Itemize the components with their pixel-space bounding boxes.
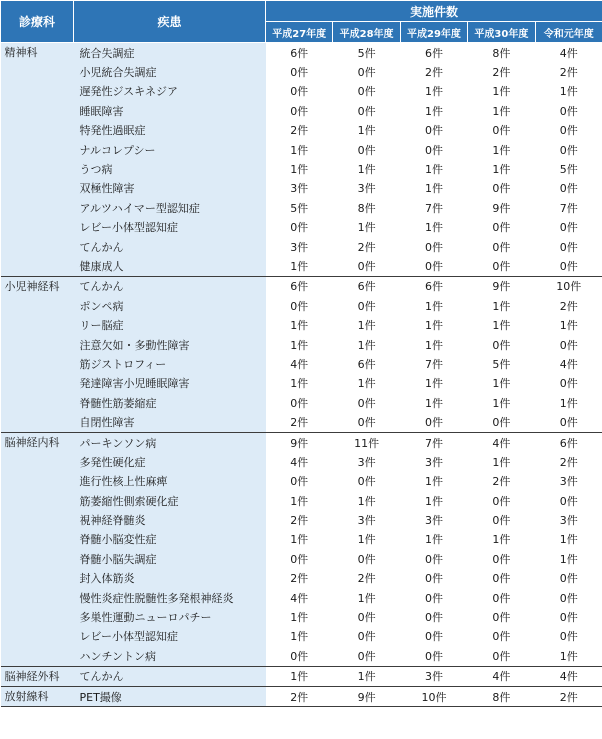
disease-cell: 筋ジストロフィー xyxy=(74,354,266,373)
count-cell: 2件 xyxy=(468,62,535,81)
count-cell: 1件 xyxy=(266,140,333,159)
count-cell: 0件 xyxy=(333,412,400,432)
count-cell: 3件 xyxy=(333,452,400,471)
count-cell: 1件 xyxy=(535,315,602,334)
count-cell: 0件 xyxy=(333,82,400,101)
count-cell: 1件 xyxy=(535,646,602,666)
count-cell: 11件 xyxy=(333,432,400,452)
disease-cell: てんかん xyxy=(74,276,266,296)
count-cell: 0件 xyxy=(400,646,467,666)
header-disease: 疾患 xyxy=(74,1,266,43)
disease-cell: 発達障害小児睡眠障害 xyxy=(74,374,266,393)
count-cell: 2件 xyxy=(333,237,400,256)
count-cell: 7件 xyxy=(400,198,467,217)
count-cell: 9件 xyxy=(468,276,535,296)
table-row xyxy=(1,179,602,198)
count-cell: 5件 xyxy=(333,43,400,63)
table-row xyxy=(1,530,602,549)
table-row xyxy=(1,686,602,706)
count-cell: 0件 xyxy=(468,491,535,510)
table-row xyxy=(1,588,602,607)
disease-cell: 統合失調症 xyxy=(74,43,266,63)
count-cell: 1件 xyxy=(468,82,535,101)
disease-cell: 睡眠障害 xyxy=(74,101,266,120)
department-cell: 精神科 xyxy=(1,43,74,277)
disease-cell: 視神経脊髄炎 xyxy=(74,510,266,529)
count-cell: 1件 xyxy=(468,374,535,393)
count-cell: 0件 xyxy=(535,335,602,354)
count-cell: 2件 xyxy=(266,510,333,529)
count-cell: 0件 xyxy=(535,607,602,626)
disease-cell: てんかん xyxy=(74,666,266,686)
count-cell: 0件 xyxy=(266,393,333,412)
count-cell: 8件 xyxy=(468,686,535,706)
count-cell: 4件 xyxy=(468,432,535,452)
table-row xyxy=(1,101,602,120)
table-row xyxy=(1,218,602,237)
table-row xyxy=(1,121,602,140)
count-cell: 0件 xyxy=(535,412,602,432)
count-cell: 0件 xyxy=(400,549,467,568)
count-cell: 6件 xyxy=(266,43,333,63)
table-row xyxy=(1,393,602,412)
header-year: 平成30年度 xyxy=(468,22,535,43)
count-cell: 5件 xyxy=(266,198,333,217)
count-cell: 2件 xyxy=(468,472,535,491)
count-cell: 0件 xyxy=(400,607,467,626)
count-cell: 3件 xyxy=(400,666,467,686)
count-cell: 7件 xyxy=(535,198,602,217)
disease-cell: パーキンソン病 xyxy=(74,432,266,452)
count-cell: 0件 xyxy=(400,412,467,432)
count-cell: 1件 xyxy=(266,374,333,393)
count-cell: 6件 xyxy=(400,276,467,296)
count-cell: 1件 xyxy=(333,121,400,140)
count-cell: 0件 xyxy=(333,627,400,646)
count-cell: 10件 xyxy=(535,276,602,296)
disease-cell: PET撮像 xyxy=(74,686,266,706)
count-cell: 4件 xyxy=(535,354,602,373)
count-cell: 0件 xyxy=(266,62,333,81)
count-cell: 1件 xyxy=(400,101,467,120)
header-implementation-count: 実施件数 xyxy=(266,1,602,22)
count-cell: 0件 xyxy=(266,296,333,315)
count-cell: 1件 xyxy=(266,491,333,510)
count-cell: 0件 xyxy=(333,62,400,81)
department-cell: 脳神経内科 xyxy=(1,432,74,666)
table-row xyxy=(1,62,602,81)
count-cell: 2件 xyxy=(535,62,602,81)
count-cell: 0件 xyxy=(535,374,602,393)
disease-cell: ナルコレプシー xyxy=(74,140,266,159)
count-cell: 0件 xyxy=(333,607,400,626)
count-cell: 6件 xyxy=(333,354,400,373)
count-cell: 2件 xyxy=(333,569,400,588)
count-cell: 6件 xyxy=(266,276,333,296)
count-cell: 1件 xyxy=(535,82,602,101)
count-cell: 1件 xyxy=(333,666,400,686)
count-cell: 0件 xyxy=(266,646,333,666)
table-row xyxy=(1,256,602,276)
disease-cell: 遅発性ジスキネジア xyxy=(74,82,266,101)
count-cell: 4件 xyxy=(535,43,602,63)
count-cell: 2件 xyxy=(266,569,333,588)
count-cell: 0件 xyxy=(535,588,602,607)
count-cell: 0件 xyxy=(333,646,400,666)
table-row xyxy=(1,82,602,101)
count-cell: 0件 xyxy=(333,393,400,412)
count-cell: 9件 xyxy=(333,686,400,706)
table-row xyxy=(1,472,602,491)
count-cell: 1件 xyxy=(333,491,400,510)
count-cell: 9件 xyxy=(468,198,535,217)
count-cell: 5件 xyxy=(535,159,602,178)
count-cell: 6件 xyxy=(400,43,467,63)
count-cell: 1件 xyxy=(468,452,535,471)
count-cell: 3件 xyxy=(535,510,602,529)
table-row xyxy=(1,237,602,256)
count-cell: 2件 xyxy=(266,121,333,140)
count-cell: 0件 xyxy=(468,237,535,256)
table-row xyxy=(1,140,602,159)
disease-cell: 慢性炎症性脱髄性多発根神経炎 xyxy=(74,588,266,607)
count-cell: 3件 xyxy=(266,237,333,256)
count-cell: 2件 xyxy=(400,62,467,81)
disease-cell: ポンペ病 xyxy=(74,296,266,315)
count-cell: 1件 xyxy=(535,393,602,412)
count-cell: 1件 xyxy=(400,159,467,178)
count-cell: 1件 xyxy=(400,296,467,315)
count-cell: 10件 xyxy=(400,686,467,706)
disease-cell: 脊髄性筋萎縮症 xyxy=(74,393,266,412)
count-cell: 1件 xyxy=(468,296,535,315)
count-cell: 0件 xyxy=(400,569,467,588)
count-cell: 3件 xyxy=(333,510,400,529)
header-department: 診療科 xyxy=(1,1,74,43)
count-cell: 1件 xyxy=(333,159,400,178)
table-body xyxy=(1,43,602,707)
disease-cell: 健康成人 xyxy=(74,256,266,276)
count-cell: 0件 xyxy=(535,491,602,510)
count-cell: 4件 xyxy=(535,666,602,686)
count-cell: 1件 xyxy=(266,335,333,354)
count-cell: 1件 xyxy=(333,218,400,237)
count-cell: 2件 xyxy=(535,452,602,471)
count-cell: 1件 xyxy=(266,666,333,686)
disease-cell: 自閉性障害 xyxy=(74,412,266,432)
disease-cell: 特発性過眠症 xyxy=(74,121,266,140)
count-cell: 1件 xyxy=(333,315,400,334)
count-cell: 7件 xyxy=(400,354,467,373)
count-cell: 0件 xyxy=(400,588,467,607)
count-cell: 9件 xyxy=(266,432,333,452)
table-row xyxy=(1,276,602,296)
count-cell: 6件 xyxy=(535,432,602,452)
count-cell: 3件 xyxy=(535,472,602,491)
count-cell: 4件 xyxy=(266,588,333,607)
count-cell: 1件 xyxy=(400,335,467,354)
table-row xyxy=(1,374,602,393)
disease-cell: レビー小体型認知症 xyxy=(74,627,266,646)
count-cell: 0件 xyxy=(535,569,602,588)
table-row xyxy=(1,354,602,373)
count-cell: 1件 xyxy=(535,549,602,568)
count-cell: 0件 xyxy=(400,140,467,159)
count-cell: 0件 xyxy=(266,472,333,491)
disease-cell: 多巣性運動ニューロパチー xyxy=(74,607,266,626)
table-row xyxy=(1,159,602,178)
count-cell: 0件 xyxy=(468,121,535,140)
disease-cell: 双極性障害 xyxy=(74,179,266,198)
count-cell: 0件 xyxy=(468,646,535,666)
count-cell: 1件 xyxy=(266,159,333,178)
count-cell: 1件 xyxy=(266,256,333,276)
header-year: 平成27年度 xyxy=(266,22,333,43)
table-row xyxy=(1,627,602,646)
count-cell: 3件 xyxy=(266,179,333,198)
count-cell: 1件 xyxy=(468,530,535,549)
disease-cell: 進行性核上性麻痺 xyxy=(74,472,266,491)
count-cell: 2件 xyxy=(535,296,602,315)
count-cell: 0件 xyxy=(468,218,535,237)
table-row xyxy=(1,43,602,63)
count-cell: 0件 xyxy=(535,218,602,237)
count-cell: 0件 xyxy=(468,179,535,198)
count-cell: 0件 xyxy=(400,256,467,276)
table-row xyxy=(1,666,602,686)
count-cell: 7件 xyxy=(400,432,467,452)
count-cell: 3件 xyxy=(400,510,467,529)
table-row xyxy=(1,549,602,568)
count-cell: 5件 xyxy=(468,354,535,373)
count-cell: 1件 xyxy=(266,627,333,646)
table-row xyxy=(1,452,602,471)
table-row xyxy=(1,335,602,354)
table-row xyxy=(1,198,602,217)
count-cell: 1件 xyxy=(400,472,467,491)
department-cell: 小児神経科 xyxy=(1,276,74,432)
header-year: 平成29年度 xyxy=(400,22,467,43)
disease-cell: レビー小体型認知症 xyxy=(74,218,266,237)
count-cell: 2件 xyxy=(266,686,333,706)
count-cell: 0件 xyxy=(535,140,602,159)
count-cell: 0件 xyxy=(468,627,535,646)
disease-cell: 筋萎縮性側索硬化症 xyxy=(74,491,266,510)
disease-cell: うつ病 xyxy=(74,159,266,178)
disease-cell: 脊髄小脳失調症 xyxy=(74,549,266,568)
count-cell: 2件 xyxy=(266,412,333,432)
disease-cell: ハンチントン病 xyxy=(74,646,266,666)
count-cell: 1件 xyxy=(468,159,535,178)
count-cell: 0件 xyxy=(468,256,535,276)
department-cell: 脳神経外科 xyxy=(1,666,74,686)
count-cell: 0件 xyxy=(400,121,467,140)
count-cell: 1件 xyxy=(266,530,333,549)
count-cell: 0件 xyxy=(333,549,400,568)
table-row xyxy=(1,646,602,666)
count-cell: 4件 xyxy=(266,452,333,471)
count-cell: 0件 xyxy=(266,549,333,568)
count-cell: 0件 xyxy=(468,607,535,626)
count-cell: 0件 xyxy=(468,510,535,529)
header-year: 令和元年度 xyxy=(535,22,602,43)
count-cell: 1件 xyxy=(400,82,467,101)
count-cell: 0件 xyxy=(400,237,467,256)
count-cell: 8件 xyxy=(468,43,535,63)
table-row xyxy=(1,296,602,315)
count-cell: 0件 xyxy=(333,101,400,120)
count-cell: 0件 xyxy=(333,472,400,491)
disease-cell: 多発性硬化症 xyxy=(74,452,266,471)
count-cell: 1件 xyxy=(400,491,467,510)
count-cell: 3件 xyxy=(400,452,467,471)
count-cell: 1件 xyxy=(400,530,467,549)
count-cell: 1件 xyxy=(400,315,467,334)
table-row xyxy=(1,315,602,334)
count-cell: 1件 xyxy=(468,140,535,159)
disease-cell: 脊髄小脳変性症 xyxy=(74,530,266,549)
count-cell: 0件 xyxy=(535,256,602,276)
count-cell: 1件 xyxy=(400,374,467,393)
header-year: 平成28年度 xyxy=(333,22,400,43)
count-cell: 1件 xyxy=(468,393,535,412)
count-cell: 2件 xyxy=(535,686,602,706)
disease-cell: 小児統合失調症 xyxy=(74,62,266,81)
count-cell: 0件 xyxy=(266,101,333,120)
disease-cell: リー脳症 xyxy=(74,315,266,334)
count-cell: 1件 xyxy=(400,218,467,237)
table-row xyxy=(1,412,602,432)
disease-cell: てんかん xyxy=(74,237,266,256)
disease-cell: アルツハイマー型認知症 xyxy=(74,198,266,217)
count-cell: 1件 xyxy=(400,179,467,198)
count-cell: 1件 xyxy=(468,315,535,334)
department-cell: 放射線科 xyxy=(1,686,74,706)
count-cell: 0件 xyxy=(333,296,400,315)
table-row xyxy=(1,569,602,588)
count-cell: 0件 xyxy=(535,237,602,256)
count-cell: 0件 xyxy=(468,549,535,568)
count-cell: 0件 xyxy=(400,627,467,646)
count-cell: 0件 xyxy=(266,218,333,237)
count-cell: 0件 xyxy=(266,82,333,101)
disease-cell: 注意欠如・多動性障害 xyxy=(74,335,266,354)
count-cell: 1件 xyxy=(333,530,400,549)
count-cell: 0件 xyxy=(535,179,602,198)
count-cell: 0件 xyxy=(535,101,602,120)
count-cell: 0件 xyxy=(333,256,400,276)
count-cell: 1件 xyxy=(333,588,400,607)
count-cell: 0件 xyxy=(535,627,602,646)
count-cell: 8件 xyxy=(333,198,400,217)
count-cell: 0件 xyxy=(468,412,535,432)
count-cell: 0件 xyxy=(468,335,535,354)
table-row xyxy=(1,432,602,452)
count-cell: 0件 xyxy=(535,121,602,140)
count-cell: 0件 xyxy=(468,569,535,588)
table-row xyxy=(1,510,602,529)
count-cell: 1件 xyxy=(333,374,400,393)
count-cell: 4件 xyxy=(266,354,333,373)
count-cell: 4件 xyxy=(468,666,535,686)
table-row xyxy=(1,607,602,626)
count-cell: 1件 xyxy=(468,101,535,120)
count-cell: 6件 xyxy=(333,276,400,296)
count-cell: 0件 xyxy=(468,588,535,607)
count-cell: 1件 xyxy=(400,393,467,412)
count-cell: 1件 xyxy=(535,530,602,549)
table-row xyxy=(1,491,602,510)
count-cell: 3件 xyxy=(333,179,400,198)
count-cell: 0件 xyxy=(333,140,400,159)
count-cell: 1件 xyxy=(266,315,333,334)
disease-cell: 封入体筋炎 xyxy=(74,569,266,588)
count-cell: 1件 xyxy=(333,335,400,354)
count-cell: 1件 xyxy=(266,607,333,626)
